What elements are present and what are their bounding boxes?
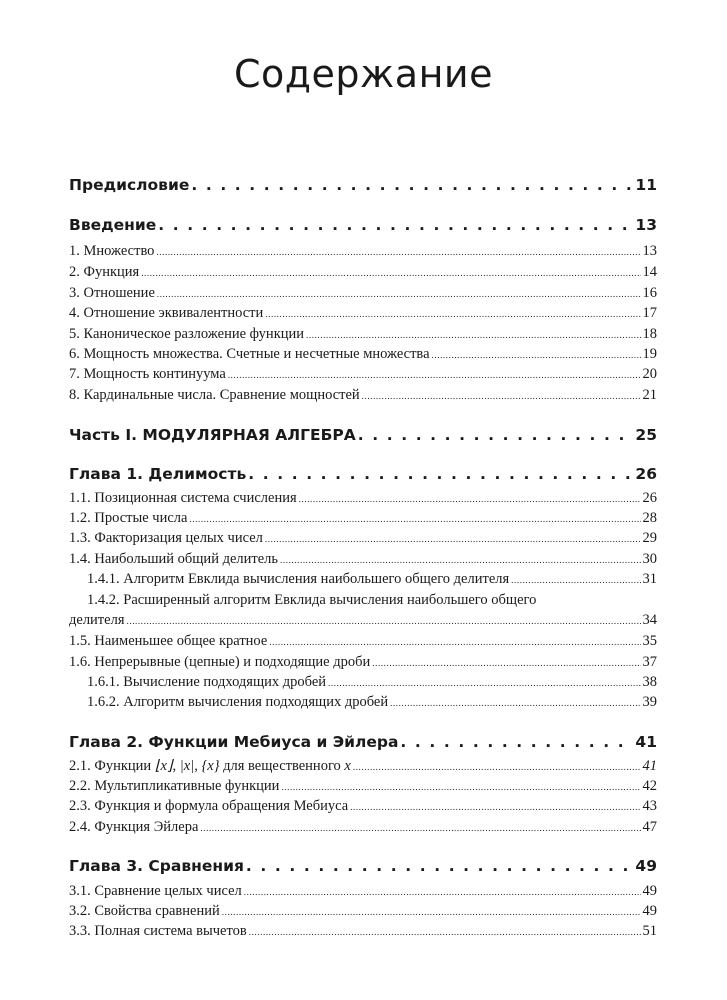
toc-subentry[interactable] (69, 285, 657, 302)
toc-subentry[interactable] (69, 551, 657, 568)
toc-entry-label: 1.3. Факторизация целых чисел (69, 530, 263, 546)
toc-entry-page: 18 (642, 326, 657, 342)
toc-entry-label: 2.2. Мультипликативные функции (69, 778, 280, 794)
toc-entry-label: 1.5. Наименьшее общее кратное (69, 633, 268, 649)
toc-entry-page: 49 (635, 857, 657, 875)
toc-entry-label: Предисловие (69, 176, 190, 194)
toc-subentry[interactable] (87, 694, 657, 711)
toc-entry-label: Глава 3. Сравнения (69, 857, 244, 875)
floor-notation: ⌊x⌋ (154, 758, 173, 774)
label-text: для вещественного (219, 758, 345, 774)
dot-leader (328, 678, 640, 688)
toc-subentry[interactable] (69, 612, 657, 629)
separator: , (194, 758, 202, 774)
toc-subentry[interactable] (69, 490, 657, 507)
dot-leader (350, 802, 640, 812)
dot-leader (158, 216, 633, 234)
toc-entry-page: 49 (642, 883, 657, 899)
toc-entry-page: 51 (642, 923, 657, 939)
toc-entry-label: 8. Кардинальные числа. Сравнение мощностей (69, 387, 360, 403)
toc-entry-part-1[interactable] (69, 426, 657, 444)
toc-entry-label (69, 758, 351, 775)
toc-entry-label: 1.4.2. Расширенный алгоритм Евклида вычисления наибольшего общего (87, 592, 537, 608)
dot-leader (269, 637, 640, 647)
toc-entry-page: 38 (642, 674, 657, 690)
dot-leader (127, 616, 641, 626)
toc-subentry[interactable] (69, 530, 657, 547)
toc-entry-label: 3. Отношение (69, 285, 155, 301)
toc-entry-page: 42 (642, 778, 657, 794)
toc-subentry[interactable] (69, 387, 657, 404)
dot-leader (306, 330, 640, 340)
toc-entry-label: 3.1. Сравнение целых чисел (69, 883, 242, 899)
dot-leader (372, 658, 640, 668)
toc-entry-page: 47 (642, 819, 657, 835)
toc-entry-page: 19 (642, 346, 657, 362)
dot-leader (248, 465, 633, 483)
label-text: 2.1. Функции (69, 758, 155, 774)
separator: , (172, 758, 180, 774)
toc-entry-page: 41 (642, 758, 657, 774)
toc-entry-page: 30 (642, 551, 657, 567)
toc-entry-page: 34 (642, 612, 657, 628)
toc-entry-label: Введение (69, 216, 157, 234)
toc-entry-page: 29 (642, 530, 657, 546)
toc-entry-label: 2. Функция (69, 264, 140, 280)
toc-subentry[interactable] (69, 346, 657, 363)
toc-entry-label: 2.4. Функция Эйлера (69, 819, 199, 835)
toc-subentry[interactable] (69, 243, 657, 260)
toc-entry-page: 49 (642, 903, 657, 919)
toc-entry-label: 3.2. Свойства сравнений (69, 903, 220, 919)
toc-entry-label: 1.6. Непрерывные (цепные) и подходящие дроби (69, 654, 371, 670)
toc-entry-label: 1.2. Простые числа (69, 510, 188, 526)
toc-entry-label: Глава 2. Функции Мебиуса и Эйлера (69, 733, 399, 751)
toc-entry-page: 20 (642, 366, 657, 382)
toc-subentry[interactable] (69, 326, 657, 343)
toc-subentry[interactable] (69, 633, 657, 650)
toc-entry-label: 1.4. Наибольший общий делитель (69, 551, 279, 567)
toc-entry-page: 26 (635, 465, 657, 483)
dot-leader (358, 426, 634, 444)
dot-leader (246, 857, 634, 875)
page-title: Содержание (234, 52, 493, 96)
dot-leader (511, 575, 640, 585)
toc-entry-label-continued: делителя (69, 612, 125, 628)
toc-entry-chapter-3[interactable] (69, 857, 657, 875)
toc-entry-page: 14 (642, 264, 657, 280)
toc-entry-chapter-1[interactable] (69, 465, 657, 483)
dot-leader (400, 733, 633, 751)
toc-entry-label: 5. Каноническое разложение функции (69, 326, 305, 342)
toc-subentry[interactable] (87, 674, 657, 691)
toc-entry-label: 1. Множество (69, 243, 155, 259)
toc-entry-page: 39 (642, 694, 657, 710)
dot-leader (222, 907, 641, 917)
toc-subentry[interactable] (69, 654, 657, 671)
dot-leader (244, 887, 641, 897)
toc-entry-page: 16 (642, 285, 657, 301)
toc-subentry[interactable] (87, 571, 657, 588)
toc-subentry[interactable] (69, 819, 657, 836)
toc-entry-page: 35 (642, 633, 657, 649)
abs-notation: |x| (179, 758, 195, 774)
dot-leader (141, 268, 640, 278)
toc-entry-label: 3.3. Полная система вычетов (69, 923, 247, 939)
toc-entry-intro[interactable] (69, 216, 657, 234)
toc-entry-label: Часть I. МОДУЛЯРНАЯ АЛГЕБРА (69, 426, 356, 444)
dot-leader (249, 927, 641, 937)
toc-subentry[interactable] (69, 798, 657, 815)
toc-entry-page: 11 (635, 176, 657, 194)
toc-entry-page: 43 (642, 798, 657, 814)
dot-leader (281, 782, 640, 792)
toc-entry-page: 17 (642, 305, 657, 321)
toc-entry-label: 1.6.1. Вычисление подходящих дробей (87, 674, 327, 690)
toc-entry-page: 31 (642, 571, 657, 587)
toc-subentry[interactable] (69, 758, 657, 775)
dot-leader (353, 762, 641, 772)
toc-entry-label: 1.4.1. Алгоритм Евклида вычисления наибольшего общего делителя (87, 571, 510, 587)
toc-subentry[interactable] (69, 883, 657, 900)
toc-entry-label: Глава 1. Делимость (69, 465, 247, 483)
dot-leader (228, 370, 641, 380)
dot-leader (390, 698, 640, 708)
dot-leader (265, 534, 641, 544)
toc-entry-label: 1.6.2. Алгоритм вычисления подходящих дробей (87, 694, 389, 710)
toc-subentry[interactable] (69, 305, 657, 322)
dot-leader (191, 176, 633, 194)
toc-subentry-line[interactable] (87, 592, 675, 609)
variable: x (344, 758, 351, 774)
toc-entry-label: 4. Отношение эквивалентности (69, 305, 264, 321)
dot-leader (432, 350, 641, 360)
dot-leader (200, 823, 640, 833)
dot-leader (362, 391, 641, 401)
toc-entry-page: 13 (635, 216, 657, 234)
toc-entry-label: 2.3. Функция и формула обращения Мебиуса (69, 798, 349, 814)
dot-leader (156, 247, 640, 257)
toc-entry-page: 21 (642, 387, 657, 403)
dot-leader (157, 289, 641, 299)
dot-leader (189, 514, 640, 524)
toc-entry-label: 7. Мощность континуума (69, 366, 226, 382)
toc-entry-page: 25 (635, 426, 657, 444)
toc-entry-page: 37 (642, 654, 657, 670)
toc-subentry[interactable] (69, 778, 657, 795)
toc-entry-page: 26 (642, 490, 657, 506)
dot-leader (265, 309, 640, 319)
frac-notation: {x} (201, 758, 220, 774)
toc-entry-preface[interactable] (69, 176, 657, 194)
toc-subentry[interactable] (69, 264, 657, 281)
toc-entry-label: 1.1. Позиционная система счисления (69, 490, 297, 506)
dot-leader (299, 494, 641, 504)
toc-entry-page: 41 (635, 733, 657, 751)
toc-entry-page: 28 (642, 510, 657, 526)
toc-subentry[interactable] (69, 366, 657, 383)
toc-entry-chapter-2[interactable] (69, 733, 657, 751)
dot-leader (280, 555, 640, 565)
toc-subentry[interactable] (69, 510, 657, 527)
toc-subentry[interactable] (69, 903, 657, 920)
toc-entry-page: 13 (642, 243, 657, 259)
toc-entry-label: 6. Мощность множества. Счетные и несчетные множества (69, 346, 430, 362)
toc-subentry[interactable] (69, 923, 657, 940)
